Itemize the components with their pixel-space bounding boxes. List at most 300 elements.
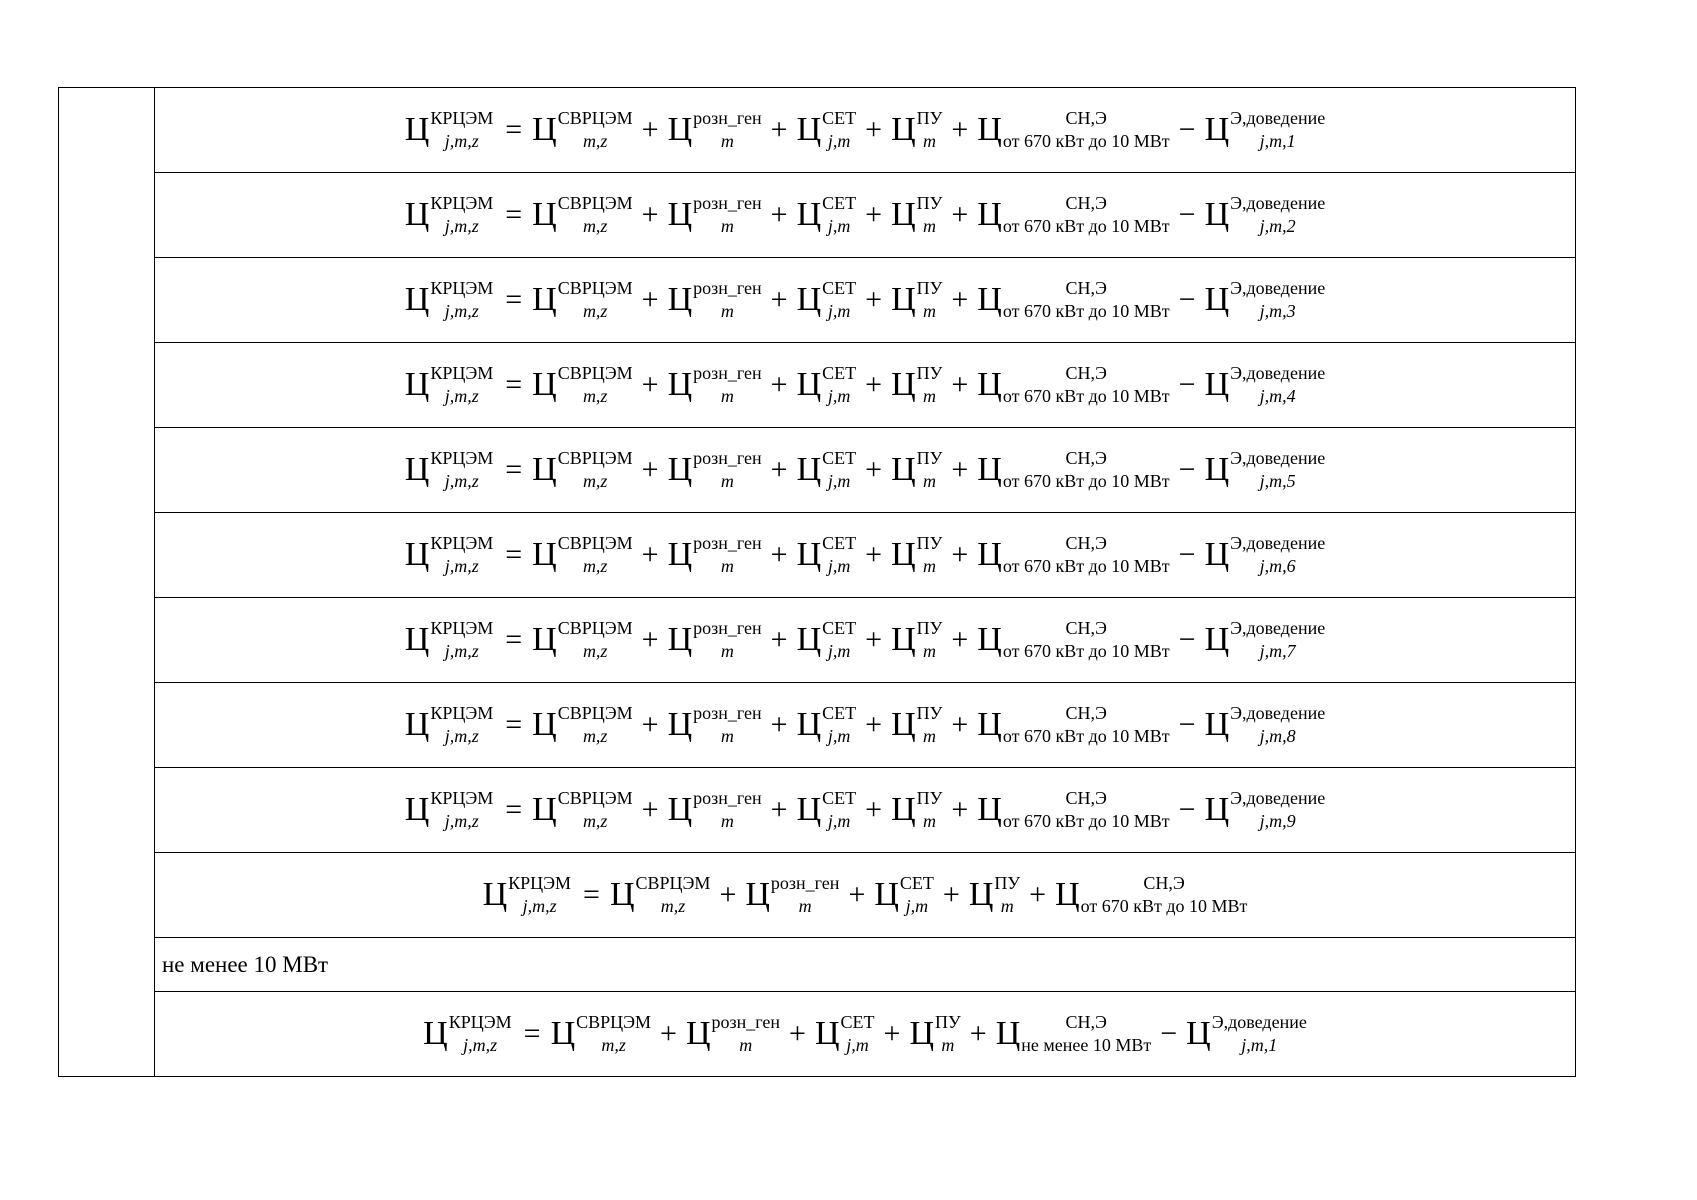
dovedenie-superscript: Э,доведение	[1230, 108, 1326, 129]
pu-scripts	[935, 1012, 961, 1055]
formula-row	[59, 853, 1576, 938]
svrcem-symbol: Ц	[550, 1015, 576, 1052]
krcem-term	[482, 873, 572, 916]
price-formula	[482, 873, 1248, 916]
set-term	[796, 278, 857, 321]
set-symbol: Ц	[814, 1015, 840, 1052]
plus-sign: +	[883, 1017, 901, 1050]
pu-term	[891, 618, 943, 661]
set-term	[796, 788, 857, 831]
krcem-subscript: j,m,z	[444, 386, 479, 406]
formula-row	[59, 598, 1576, 683]
set-term	[796, 618, 857, 661]
minus-sign: −	[1160, 1017, 1178, 1050]
pu-subscript: m	[923, 301, 936, 321]
sn-term	[977, 108, 1170, 151]
krcem-symbol: Ц	[404, 791, 430, 828]
rozn-gen-subscript: m	[720, 131, 734, 151]
krcem-superscript: КРЦЭМ	[430, 448, 494, 469]
set-scripts	[822, 533, 857, 576]
plus-sign: +	[641, 793, 659, 826]
plus-sign: +	[660, 1017, 677, 1050]
dovedenie-superscript: Э,доведение	[1230, 448, 1326, 469]
pu-subscript: m	[923, 131, 936, 151]
krcem-term	[423, 1012, 512, 1055]
krcem-symbol: Ц	[404, 621, 430, 658]
svrcem-scripts	[557, 448, 633, 491]
plus-sign: +	[641, 368, 659, 401]
set-term	[796, 108, 857, 151]
plus-sign: +	[942, 878, 960, 911]
krcem-subscript: j,m,z	[444, 216, 479, 236]
rozn-gen-subscript: m	[720, 471, 734, 491]
dovedenie-subscript: j,m,3	[1259, 301, 1296, 321]
dovedenie-scripts	[1230, 618, 1326, 661]
krcem-subscript: j,m,z	[522, 896, 557, 916]
rozn-gen-scripts	[693, 108, 762, 151]
dovedenie-symbol: Ц	[1204, 791, 1230, 828]
equals-sign: =	[505, 198, 523, 231]
set-scripts	[840, 1012, 875, 1055]
set-scripts	[822, 448, 857, 491]
pu-symbol: Ц	[891, 706, 916, 743]
dovedenie-term	[1186, 1012, 1307, 1055]
dovedenie-symbol: Ц	[1204, 621, 1230, 658]
pu-superscript: ПУ	[935, 1012, 961, 1033]
dovedenie-term	[1204, 788, 1326, 831]
price-formula	[404, 363, 1326, 406]
rozn-gen-symbol: Ц	[667, 366, 693, 403]
dovedenie-scripts	[1211, 1012, 1307, 1055]
section-label: не менее 10 МВт	[155, 938, 1576, 992]
svrcem-subscript: m,z	[582, 386, 608, 406]
plus-sign: +	[951, 283, 969, 316]
set-term	[796, 448, 857, 491]
krcem-symbol: Ц	[482, 876, 508, 913]
rozn-gen-scripts	[693, 363, 762, 406]
formula-table-body	[59, 88, 1576, 1077]
dovedenie-symbol: Ц	[1204, 366, 1230, 403]
dovedenie-scripts	[1230, 533, 1326, 576]
krcem-superscript: КРЦЭМ	[508, 873, 572, 894]
dovedenie-subscript: j,m,1	[1259, 131, 1296, 151]
krcem-subscript: j,m,z	[444, 131, 479, 151]
plus-sign: +	[641, 113, 659, 146]
pu-scripts	[916, 788, 943, 831]
plus-sign: +	[865, 623, 883, 656]
pu-superscript: ПУ	[994, 873, 1021, 894]
sn-term	[977, 193, 1170, 236]
set-term	[796, 533, 857, 576]
sn-superscript: СН,Э	[1065, 108, 1107, 129]
dovedenie-subscript: j,m,8	[1259, 726, 1296, 746]
pu-subscript: m	[923, 216, 936, 236]
krcem-scripts	[430, 533, 494, 576]
svrcem-term	[609, 873, 711, 916]
sn-subscript: от 670 кВт до 10 МВт	[1002, 811, 1170, 831]
svrcem-term	[532, 703, 633, 746]
pu-term	[891, 363, 943, 406]
svrcem-symbol: Ц	[532, 366, 557, 403]
pu-symbol: Ц	[891, 621, 916, 658]
svrcem-term	[532, 448, 633, 491]
rozn-gen-term	[745, 873, 840, 916]
krcem-term	[404, 363, 494, 406]
set-symbol: Ц	[796, 706, 822, 743]
sn-superscript: СН,Э	[1065, 1012, 1107, 1033]
dovedenie-subscript: j,m,6	[1259, 556, 1296, 576]
rozn-gen-symbol: Ц	[667, 791, 693, 828]
svrcem-subscript: m,z	[582, 556, 608, 576]
set-symbol: Ц	[796, 451, 822, 488]
svrcem-scripts	[635, 873, 711, 916]
rozn-gen-scripts	[711, 1012, 781, 1055]
formula-table	[58, 87, 1576, 1077]
krcem-term	[404, 533, 494, 576]
svrcem-superscript: СВРЦЭМ	[635, 873, 711, 894]
dovedenie-symbol: Ц	[1204, 536, 1230, 573]
dovedenie-scripts	[1230, 788, 1326, 831]
set-superscript: СЕТ	[822, 363, 857, 384]
set-scripts	[822, 788, 857, 831]
rozn-gen-superscript: розн_ген	[693, 618, 762, 639]
sn-term	[1055, 873, 1248, 916]
krcem-superscript: КРЦЭМ	[430, 193, 494, 214]
minus-sign: −	[1178, 453, 1196, 486]
svrcem-scripts	[557, 703, 633, 746]
set-scripts	[822, 618, 857, 661]
dovedenie-term	[1204, 703, 1326, 746]
krcem-superscript: КРЦЭМ	[448, 1012, 512, 1033]
dovedenie-term	[1204, 108, 1326, 151]
left-empty-column	[59, 88, 155, 1077]
plus-sign: +	[770, 538, 788, 571]
sn-superscript: СН,Э	[1065, 363, 1107, 384]
plus-sign: +	[951, 538, 969, 571]
set-subscript: j,m	[827, 216, 851, 236]
set-subscript: j,m	[827, 471, 851, 491]
svrcem-subscript: m,z	[582, 641, 608, 661]
rozn-gen-subscript: m	[720, 386, 734, 406]
plus-sign: +	[641, 453, 659, 486]
sn-scripts	[1002, 703, 1170, 746]
sn-superscript: СН,Э	[1065, 448, 1107, 469]
set-superscript: СЕТ	[822, 618, 857, 639]
dovedenie-term	[1204, 193, 1326, 236]
price-formula	[404, 278, 1326, 321]
rozn-gen-superscript: розн_ген	[693, 108, 762, 129]
plus-sign: +	[1029, 878, 1047, 911]
pu-subscript: m	[923, 726, 936, 746]
plus-sign: +	[770, 283, 788, 316]
svrcem-scripts	[557, 193, 633, 236]
set-term	[796, 363, 857, 406]
rozn-gen-term	[667, 193, 762, 236]
rozn-gen-subscript: m	[720, 216, 734, 236]
krcem-symbol: Ц	[404, 536, 430, 573]
rozn-gen-scripts	[693, 278, 762, 321]
pu-subscript: m	[923, 556, 936, 576]
rozn-gen-superscript: розн_ген	[770, 873, 840, 894]
dovedenie-term	[1204, 363, 1326, 406]
plus-sign: +	[951, 453, 969, 486]
dovedenie-superscript: Э,доведение	[1230, 703, 1326, 724]
set-subscript: j,m	[827, 811, 851, 831]
svrcem-superscript: СВРЦЭМ	[557, 363, 633, 384]
pu-term	[968, 873, 1021, 916]
rozn-gen-superscript: розн_ген	[693, 703, 762, 724]
sn-term	[977, 788, 1170, 831]
svrcem-symbol: Ц	[532, 111, 557, 148]
equals-sign: =	[583, 878, 600, 911]
set-superscript: СЕТ	[840, 1012, 875, 1033]
krcem-scripts	[430, 788, 494, 831]
rozn-gen-term	[667, 703, 762, 746]
svrcem-superscript: СВРЦЭМ	[557, 278, 633, 299]
rozn-gen-symbol: Ц	[667, 706, 693, 743]
sn-scripts	[1002, 448, 1170, 491]
dovedenie-scripts	[1230, 108, 1326, 151]
dovedenie-term	[1204, 448, 1326, 491]
rozn-gen-scripts	[693, 788, 762, 831]
sn-scripts	[1080, 873, 1248, 916]
sn-symbol: Ц	[977, 366, 1002, 403]
set-scripts	[822, 193, 857, 236]
sn-scripts	[1021, 1012, 1152, 1055]
sn-subscript: от 670 кВт до 10 МВт	[1002, 301, 1170, 321]
svrcem-term	[550, 1012, 652, 1055]
set-scripts	[822, 108, 857, 151]
rozn-gen-term	[667, 533, 762, 576]
set-symbol: Ц	[796, 111, 822, 148]
svrcem-subscript: m,z	[582, 811, 608, 831]
svrcem-term	[532, 108, 633, 151]
plus-sign: +	[770, 113, 788, 146]
krcem-symbol: Ц	[404, 451, 430, 488]
sn-term	[977, 448, 1170, 491]
plus-sign: +	[865, 283, 883, 316]
sn-superscript: СН,Э	[1065, 278, 1107, 299]
krcem-subscript: j,m,z	[444, 641, 479, 661]
sn-symbol: Ц	[977, 111, 1002, 148]
rozn-gen-symbol: Ц	[667, 536, 693, 573]
price-formula	[404, 703, 1326, 746]
svrcem-scripts	[557, 363, 633, 406]
plus-sign: +	[641, 283, 659, 316]
rozn-gen-superscript: розн_ген	[693, 193, 762, 214]
pu-superscript: ПУ	[916, 193, 943, 214]
pu-scripts	[916, 448, 943, 491]
pu-term	[891, 703, 943, 746]
pu-superscript: ПУ	[916, 278, 943, 299]
svrcem-superscript: СВРЦЭМ	[576, 1012, 652, 1033]
plus-sign: +	[951, 198, 969, 231]
sn-symbol: Ц	[977, 536, 1002, 573]
plus-sign: +	[641, 708, 659, 741]
rozn-gen-term	[667, 788, 762, 831]
equals-sign: =	[505, 793, 523, 826]
formula-row	[59, 683, 1576, 768]
dovedenie-subscript: j,m,2	[1259, 216, 1296, 236]
krcem-superscript: КРЦЭМ	[430, 363, 494, 384]
pu-superscript: ПУ	[916, 448, 943, 469]
dovedenie-scripts	[1230, 363, 1326, 406]
krcem-symbol: Ц	[423, 1015, 448, 1052]
set-subscript: j,m	[827, 386, 851, 406]
plus-sign: +	[641, 623, 659, 656]
rozn-gen-term	[667, 363, 762, 406]
krcem-subscript: j,m,z	[444, 556, 479, 576]
pu-superscript: ПУ	[916, 108, 943, 129]
rozn-gen-symbol: Ц	[667, 621, 693, 658]
krcem-scripts	[430, 618, 494, 661]
set-symbol: Ц	[796, 791, 822, 828]
pu-symbol: Ц	[891, 111, 916, 148]
krcem-term	[404, 703, 494, 746]
set-scripts	[822, 703, 857, 746]
plus-sign: +	[770, 198, 788, 231]
formula-row	[59, 258, 1576, 343]
rozn-gen-scripts	[770, 873, 840, 916]
krcem-subscript: j,m,z	[444, 471, 479, 491]
pu-scripts	[916, 703, 943, 746]
dovedenie-term	[1204, 278, 1326, 321]
krcem-symbol: Ц	[404, 706, 430, 743]
set-superscript: СЕТ	[822, 278, 857, 299]
krcem-scripts	[430, 108, 494, 151]
sn-subscript: от 670 кВт до 10 МВт	[1002, 216, 1170, 236]
set-subscript: j,m	[827, 556, 851, 576]
pu-subscript: m	[1000, 896, 1014, 916]
pu-symbol: Ц	[891, 281, 916, 318]
krcem-subscript: j,m,z	[444, 726, 479, 746]
set-term	[874, 873, 934, 916]
rozn-gen-term	[667, 618, 762, 661]
equals-sign: =	[505, 623, 523, 656]
svrcem-subscript: m,z	[601, 1035, 626, 1055]
dovedenie-superscript: Э,доведение	[1230, 193, 1326, 214]
krcem-subscript: j,m,z	[444, 301, 479, 321]
sn-scripts	[1002, 788, 1170, 831]
svrcem-scripts	[557, 108, 633, 151]
rozn-gen-superscript: розн_ген	[693, 533, 762, 554]
dovedenie-symbol: Ц	[1204, 706, 1230, 743]
svrcem-term	[532, 788, 633, 831]
rozn-gen-subscript: m	[720, 726, 734, 746]
sn-term	[995, 1012, 1152, 1055]
dovedenie-superscript: Э,доведение	[1230, 618, 1326, 639]
svrcem-term	[532, 618, 633, 661]
sn-symbol: Ц	[977, 196, 1002, 233]
pu-scripts	[916, 108, 943, 151]
sn-scripts	[1002, 363, 1170, 406]
svrcem-scripts	[557, 533, 633, 576]
pu-subscript: m	[923, 471, 936, 491]
set-term	[814, 1012, 875, 1055]
krcem-term	[404, 108, 494, 151]
krcem-superscript: КРЦЭМ	[430, 618, 494, 639]
sn-term	[977, 363, 1170, 406]
svrcem-symbol: Ц	[532, 621, 557, 658]
dovedenie-symbol: Ц	[1204, 451, 1230, 488]
dovedenie-term	[1204, 618, 1326, 661]
minus-sign: −	[1178, 283, 1196, 316]
plus-sign: +	[789, 1017, 806, 1050]
pu-scripts	[916, 618, 943, 661]
dovedenie-subscript: j,m,7	[1259, 641, 1296, 661]
svrcem-term	[532, 533, 633, 576]
set-symbol: Ц	[796, 366, 822, 403]
pu-subscript: m	[923, 811, 936, 831]
pu-scripts	[916, 278, 943, 321]
plus-sign: +	[719, 878, 737, 911]
pu-symbol: Ц	[968, 876, 994, 913]
sn-superscript: СН,Э	[1065, 703, 1107, 724]
svrcem-symbol: Ц	[532, 281, 557, 318]
rozn-gen-subscript: m	[798, 896, 812, 916]
set-symbol: Ц	[796, 196, 822, 233]
rozn-gen-symbol: Ц	[667, 451, 693, 488]
formula-cell	[155, 88, 1576, 173]
equals-sign: =	[505, 708, 523, 741]
pu-subscript: m	[941, 1035, 955, 1055]
rozn-gen-symbol: Ц	[685, 1015, 711, 1052]
rozn-gen-scripts	[693, 533, 762, 576]
svrcem-term	[532, 278, 633, 321]
rozn-gen-superscript: розн_ген	[693, 363, 762, 384]
sn-term	[977, 618, 1170, 661]
formula-row	[59, 88, 1576, 173]
plus-sign: +	[951, 708, 969, 741]
krcem-scripts	[430, 363, 494, 406]
set-superscript: СЕТ	[822, 703, 857, 724]
rozn-gen-superscript: розн_ген	[693, 278, 762, 299]
svrcem-symbol: Ц	[532, 196, 557, 233]
pu-term	[891, 788, 943, 831]
formula-cell	[155, 513, 1576, 598]
formula-row	[59, 513, 1576, 598]
equals-sign: =	[505, 113, 523, 146]
sn-term	[977, 533, 1170, 576]
formula-row	[59, 428, 1576, 513]
sn-symbol: Ц	[977, 621, 1002, 658]
plus-sign: +	[951, 623, 969, 656]
svrcem-subscript: m,z	[660, 896, 686, 916]
sn-scripts	[1002, 193, 1170, 236]
pu-symbol: Ц	[891, 451, 916, 488]
minus-sign: −	[1178, 538, 1196, 571]
rozn-gen-subscript: m	[739, 1035, 753, 1055]
dovedenie-superscript: Э,доведение	[1230, 533, 1326, 554]
krcem-scripts	[430, 448, 494, 491]
plus-sign: +	[770, 368, 788, 401]
plus-sign: +	[770, 623, 788, 656]
rozn-gen-symbol: Ц	[667, 281, 693, 318]
plus-sign: +	[865, 198, 883, 231]
dovedenie-subscript: j,m,4	[1259, 386, 1296, 406]
svrcem-scripts	[557, 618, 633, 661]
svrcem-subscript: m,z	[582, 131, 608, 151]
svrcem-superscript: СВРЦЭМ	[557, 108, 633, 129]
sn-subscript: от 670 кВт до 10 МВт	[1002, 131, 1170, 151]
pu-scripts	[916, 533, 943, 576]
sn-subscript: от 670 кВт до 10 МВт	[1002, 471, 1170, 491]
set-scripts	[899, 873, 934, 916]
price-formula	[404, 618, 1326, 661]
plus-sign: +	[865, 453, 883, 486]
pu-symbol: Ц	[891, 536, 916, 573]
set-subscript: j,m	[905, 896, 929, 916]
